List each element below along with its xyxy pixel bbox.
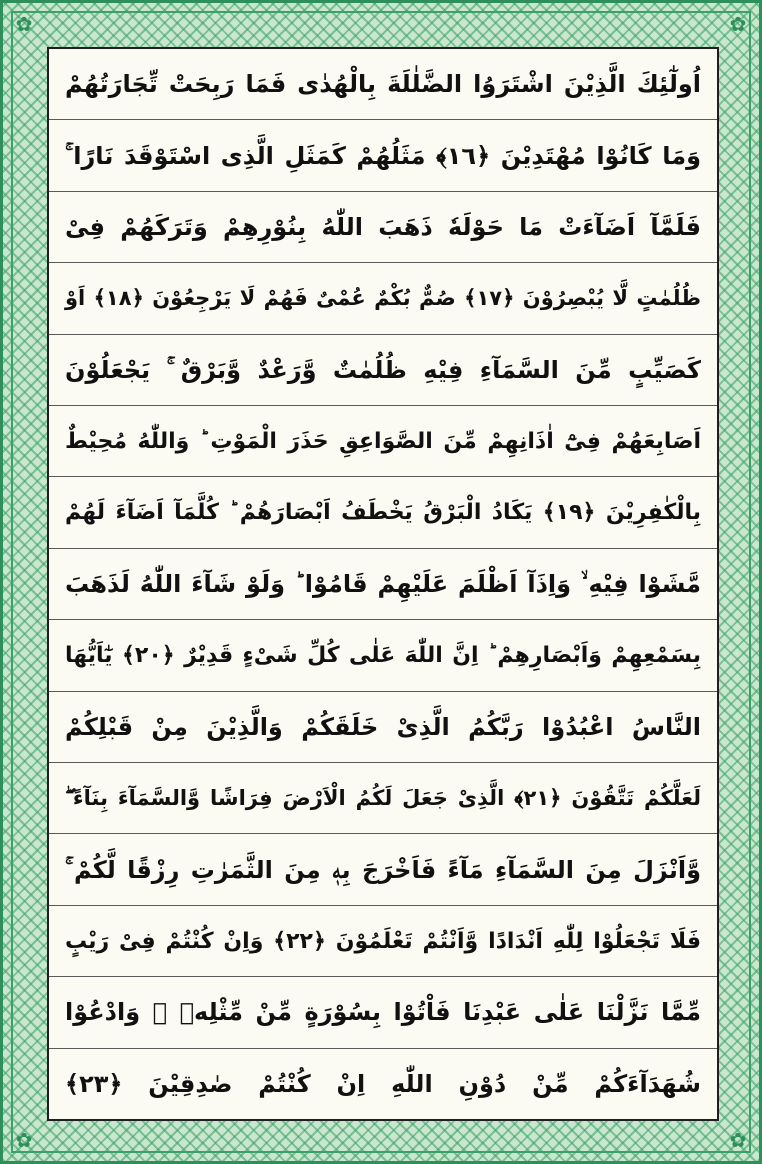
text-line (49, 192, 717, 263)
line-text: لَعَلَّكُمْ تَتَّقُوْنَ ﴿٢١﴾ الَّذِىْ جَعَلَ لَكُمُ الْاَرْضَ فِرَاشًا وَّالسَّمَآءَ بِنَآءً ۖ (65, 785, 701, 810)
text-line (49, 335, 717, 406)
text-line (49, 49, 717, 120)
line-text: ظُلُمٰتٍ لَّا يُبْصِرُوْنَ ﴿١٧﴾ صُمٌّ بُكْمٌ عُمْىٌ فَهُمْ لَا يَرْجِعُوْنَ ﴿١٨﴾ اَوْ (65, 286, 701, 311)
text-line (49, 906, 717, 977)
line-text: وَّاَنْزَلَ مِنَ السَّمَآءِ مَآءً فَاَخْرَجَ بِهٖ مِنَ الثَّمَرٰتِ رِزْقًا لَّكُمْ ۚ (65, 855, 701, 884)
text-line (49, 406, 717, 477)
line-text: كَصَيِّبٍ مِّنَ السَّمَآءِ فِيْهِ ظُلُمٰتٌ وَّرَعْدٌ وَّبَرْقٌ ۚ يَجْعَلُوْنَ (65, 355, 701, 384)
line-text: اَصَابِعَهُمْ فِىْٓ اٰذَانِهِمْ مِّنَ الصَّوَاعِقِ حَذَرَ الْمَوْتِ ؕ وَاللّٰهُ مُحِيْطٌ (65, 428, 701, 454)
text-line (49, 263, 717, 334)
text-line (49, 977, 717, 1048)
text-line (49, 692, 717, 763)
line-text: بِالْكٰفِرِيْنَ ﴿١٩﴾ يَكَادُ الْبَرْقُ يَخْطَفُ اَبْصَارَهُمْ ؕ كُلَّمَآ اَضَآءَ لَهُمْ (65, 500, 701, 526)
text-panel (47, 47, 719, 1121)
text-line (49, 120, 717, 191)
line-text: مِّمَّا نَزَّلْنَا عَلٰى عَبْدِنَا فَاْتُوْا بِسُوْرَةٍ مِّنْ مِّثْلِهٖ ۖ وَادْعُوْا (65, 998, 701, 1027)
line-text: فَلَمَّآ اَضَآءَتْ مَا حَوْلَهٗ ذَهَبَ اللّٰهُ بِنُوْرِهِمْ وَتَرَكَهُمْ فِىْ (65, 213, 701, 242)
line-text: مَّشَوْا فِيْهِ ۙ وَاِذَآ اَظْلَمَ عَلَيْهِمْ قَامُوْا ؕ وَلَوْ شَآءَ اللّٰهُ لَذَهَبَ (65, 570, 701, 599)
corner-ornament-icon: ✿ (15, 1128, 33, 1152)
text-line (49, 477, 717, 548)
text-line (49, 620, 717, 691)
corner-ornament-icon: ✿ (729, 12, 747, 36)
text-line (49, 1049, 717, 1119)
corner-ornament-icon: ✿ (15, 12, 33, 36)
verse-lines (49, 49, 717, 1119)
line-text: وَمَا كَانُوْا مُهْتَدِيْنَ ﴿١٦﴾ مَثَلُهُمْ كَمَثَلِ الَّذِى اسْتَوْقَدَ نَارًا ۚ (65, 141, 701, 170)
text-line (49, 549, 717, 620)
line-text: اُولٰٓئِكَ الَّذِيْنَ اشْتَرَوُا الضَّلٰلَةَ بِالْهُدٰى فَمَا رَبِحَتْ تِّجَارَتُهُمْ (65, 70, 701, 99)
line-text: بِسَمْعِهِمْ وَاَبْصَارِهِمْ ؕ اِنَّ اللّٰهَ عَلٰى كُلِّ شَىْءٍ قَدِيْرٌ ﴿٢٠﴾ يٰٓاَيُّهَا (65, 642, 701, 668)
line-text: النَّاسُ اعْبُدُوْا رَبَّكُمُ الَّذِىْ خَلَقَكُمْ وَالَّذِيْنَ مِنْ قَبْلِكُمْ (65, 712, 701, 741)
text-line (49, 763, 717, 834)
line-text: شُهَدَآءَكُمْ مِّنْ دُوْنِ اللّٰهِ اِنْ كُنْتُمْ صٰدِقِيْنَ ﴿٢٣﴾ (65, 1069, 701, 1098)
corner-ornament-icon: ✿ (729, 1128, 747, 1152)
line-text: فَلَا تَجْعَلُوْا لِلّٰهِ اَنْدَادًا وَّاَنْتُمْ تَعْلَمُوْنَ ﴿٢٢﴾ وَاِنْ كُنْتُمْ فِىْ رَيْبٍ (65, 928, 701, 954)
text-line (49, 834, 717, 905)
